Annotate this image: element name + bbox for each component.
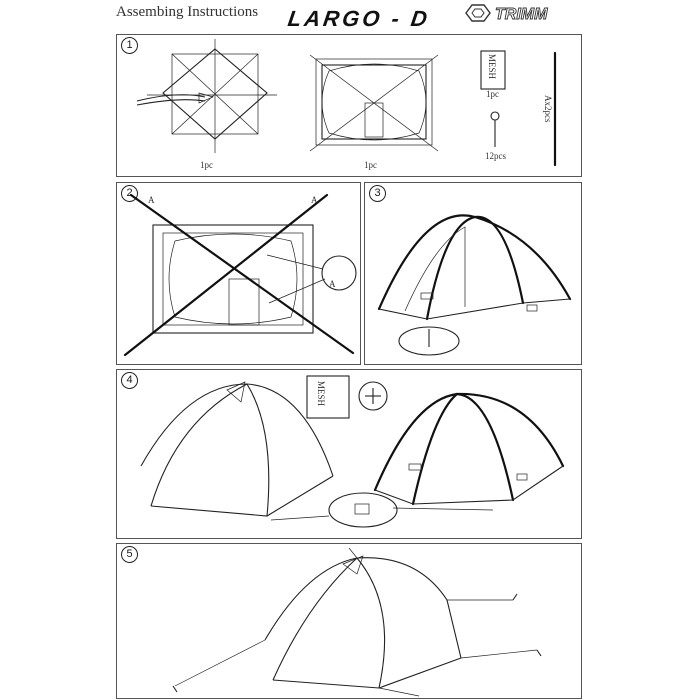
step-1-illustration [117,35,581,176]
step-3-number: 3 [369,185,386,202]
mesh-label: MESH [316,381,326,407]
step-2-number: 2 [121,185,138,202]
header-subtitle: Assembing Instructions [116,4,259,20]
clip-detail [329,493,397,527]
brand-logo [462,2,580,24]
guy-line [175,640,265,686]
step-2-panel [116,182,361,365]
step-4-number: 4 [121,372,138,389]
inner-tent-diagram [137,39,277,153]
trimm-logo-icon [462,2,580,24]
step-5-panel [116,543,582,699]
tent-qty-label: 1pc [200,160,213,170]
guy-line [379,688,419,696]
pole-a-left-label: A [148,195,155,205]
step-4-panel [116,369,582,539]
peg-icon [491,112,499,147]
mesh-qty-label: 1pc [486,89,499,99]
step-3-panel [364,182,582,365]
step-1-number: 1 [121,37,138,54]
detail-label: A [329,279,336,289]
guy-line [349,548,357,558]
step-1-panel [116,34,582,177]
detail-magnifier [322,256,356,290]
mesh-label: MESH [487,54,497,80]
fly-sheet-diagram [310,55,438,151]
step-3-illustration [365,183,581,364]
pole-qty-label: Ax2pcs [543,95,553,123]
product-title: LARGO - D [286,6,432,31]
pole-a-right-label: A [311,195,318,205]
step-5-number: 5 [121,546,138,563]
step-4-illustration [117,370,581,538]
step-5-illustration [117,544,581,698]
pole-a-left [131,195,353,353]
step-2-illustration [117,183,360,364]
brand-text: TRIMM [495,6,548,23]
fly-qty-label: 1pc [364,160,377,170]
guy-line [461,650,537,658]
mesh-bag [307,376,349,418]
peg-qty-label: 12pcs [485,151,506,161]
